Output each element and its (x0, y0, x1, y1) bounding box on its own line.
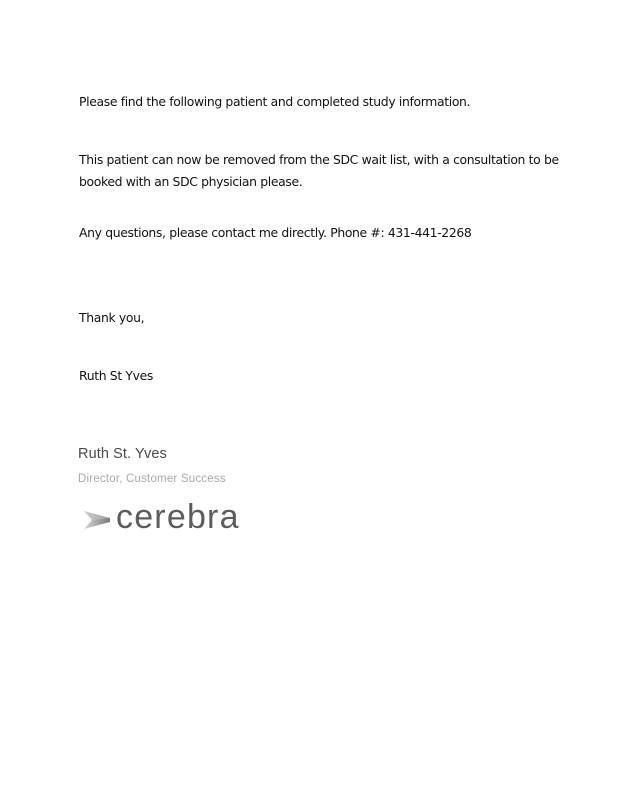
instruction-paragraph (79, 149, 559, 193)
signature-title: Director, Customer Success (78, 473, 226, 485)
contact-paragraph: Any questions, please contact me directly. Phone #: 431-441-2268 (79, 225, 472, 240)
cerebra-logo (82, 498, 322, 536)
sender-name-text: Ruth St Yves (79, 368, 153, 383)
closing-salutation: Thank you, (79, 310, 145, 325)
chevron-arrow-icon (82, 508, 118, 532)
instruction-line-1: This patient can now be removed from the SDC wait list, with a consultation to be (79, 152, 559, 167)
signature-name: Ruth St. Yves (78, 446, 167, 462)
instruction-line-2: booked with an SDC physician please. (79, 174, 303, 189)
logo-wordmark: cerebra (116, 498, 240, 536)
intro-paragraph: Please find the following patient and completed study information. (79, 94, 471, 109)
